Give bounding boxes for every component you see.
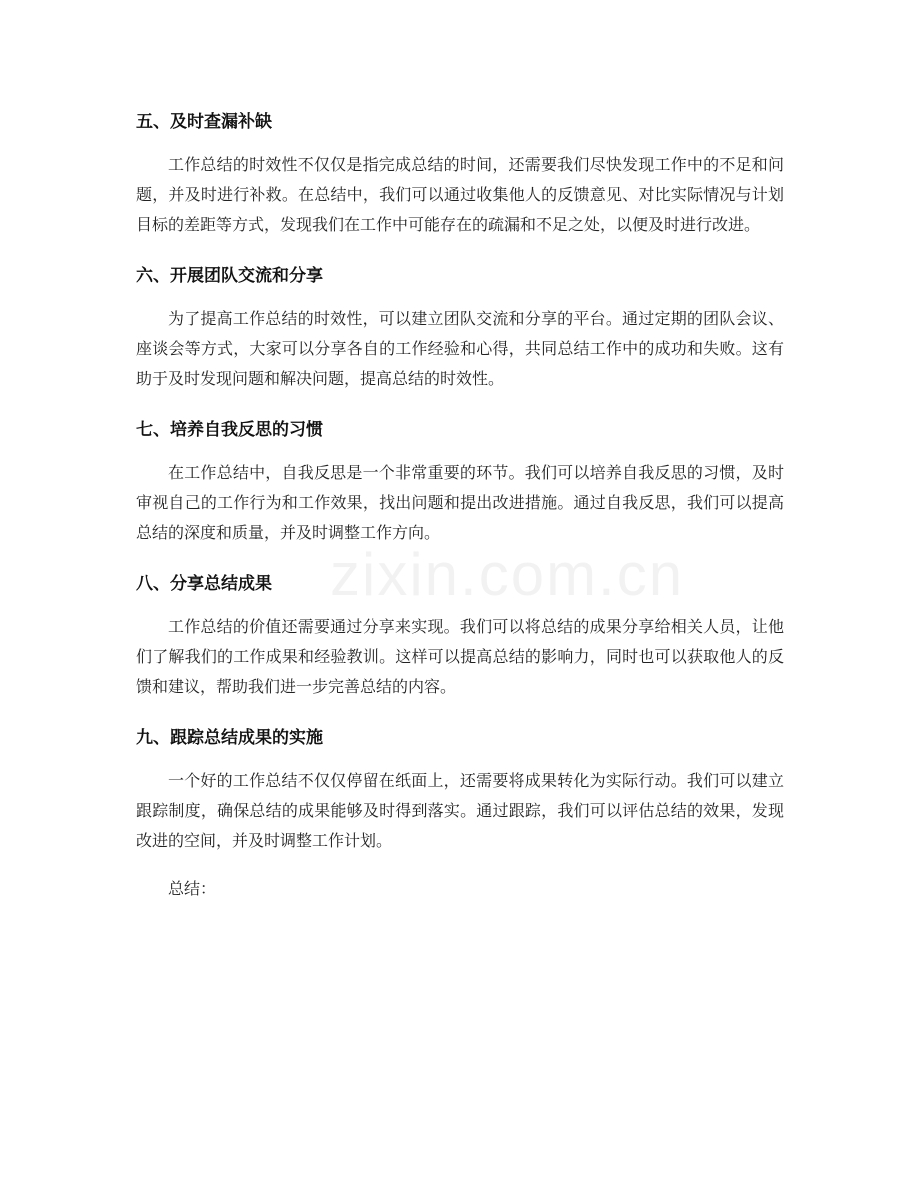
section-7 — [136, 412, 784, 548]
section-5 — [136, 104, 784, 240]
section-paragraph: 一个好的工作总结不仅仅停留在纸面上，还需要将成果转化为实际行动。我们可以建立跟踪制度，确保总结的成果能够及时得到落实。通过跟踪，我们可以评估总结的效果，发现改进的空间，并及时调整工作计划。 — [136, 771, 784, 850]
section-paragraph: 工作总结的时效性不仅仅是指完成总结的时间，还需要我们尽快发现工作中的不足和问题，并及时进行补救。在总结中，我们可以通过收集他人的反馈意见、对比实际情况与计划目标的差距等方式，发现我们在工作中可能存在的疏漏和不足之处，以便及时进行改进。 — [136, 155, 784, 234]
watermark: zixin.com.cn — [330, 541, 685, 608]
section-title: 八、分享总结成果 — [136, 574, 272, 594]
summary-label: 总结： — [168, 879, 217, 898]
section-title: 七、培养自我反思的习惯 — [136, 420, 323, 440]
section-paragraph: 在工作总结中，自我反思是一个非常重要的环节。我们可以培养自我反思的习惯，及时审视自己的工作行为和工作效果，找出问题和提出改进措施。通过自我反思，我们可以提高总结的深度和质量，并及时调整工作方向。 — [136, 463, 784, 542]
section-title: 五、及时查漏补缺 — [136, 112, 272, 132]
section-8 — [136, 566, 784, 702]
section-title: 九、跟踪总结成果的实施 — [136, 728, 323, 748]
section-paragraph: 为了提高工作总结的时效性，可以建立团队交流和分享的平台。通过定期的团队会议、座谈会等方式，大家可以分享各自的工作经验和心得，共同总结工作中的成功和失败。这有助于及时发现问题和解决问题，提高总结的时效性。 — [136, 309, 784, 388]
section-6 — [136, 258, 784, 394]
section-title: 六、开展团队交流和分享 — [136, 266, 323, 286]
section-paragraph: 工作总结的价值还需要通过分享来实现。我们可以将总结的成果分享给相关人员，让他们了解我们的工作成果和经验教训。这样可以提高总结的影响力，同时也可以获取他人的反馈和建议，帮助我们进一步完善总结的内容。 — [136, 617, 784, 696]
section-9 — [136, 720, 784, 856]
document-content — [136, 104, 784, 904]
